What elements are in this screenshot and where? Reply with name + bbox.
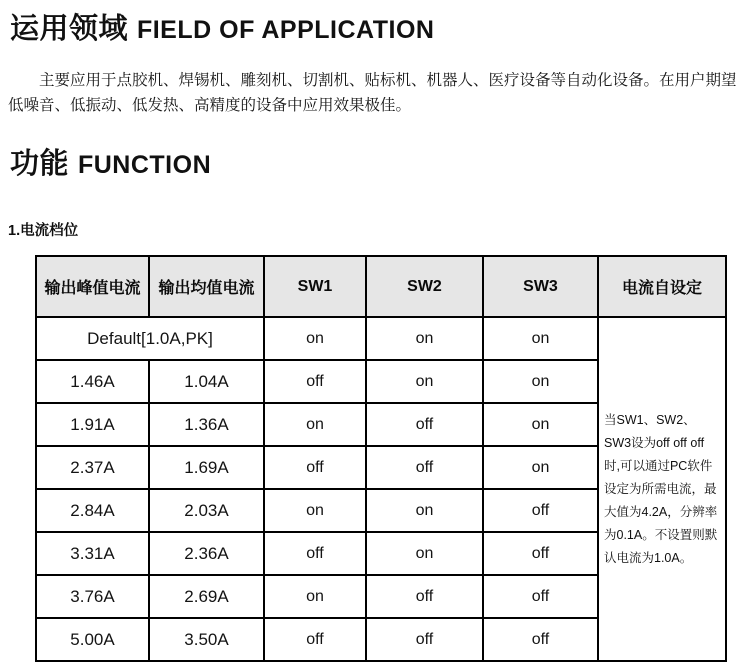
peak-current-value: 5.00A xyxy=(36,618,149,661)
sw3-value: off xyxy=(483,618,598,661)
header-avg-current: 输出均值电流 xyxy=(149,256,264,317)
field-of-application-heading xyxy=(10,6,750,47)
peak-current-value: 1.46A xyxy=(36,360,149,403)
heading2-english: FUNCTION xyxy=(77,151,212,179)
heading1-english: FIELD OF APPLICATION xyxy=(136,16,435,44)
sw1-value: off xyxy=(264,446,366,489)
sw1-value: off xyxy=(264,532,366,575)
avg-current-value: 2.69A xyxy=(149,575,264,618)
header-sw2: SW2 xyxy=(366,256,483,317)
manual-page xyxy=(0,6,750,649)
current-gear-label: 1.电流档位 xyxy=(8,223,79,239)
sw3-value: on xyxy=(483,403,598,446)
heading1-chinese: 运用领域 xyxy=(10,13,129,45)
sw2-value: on xyxy=(366,360,483,403)
avg-current-value: 1.36A xyxy=(149,403,264,446)
sw3-value: on xyxy=(483,317,598,360)
header-current-self-set: 电流自设定 xyxy=(598,256,726,317)
heading2-chinese: 功能 xyxy=(10,148,70,180)
sw2-value: off xyxy=(366,446,483,489)
current-settings-table xyxy=(35,255,727,662)
avg-current-value: 1.04A xyxy=(149,360,264,403)
default-label-cell: Default[1.0A,PK] xyxy=(36,317,264,360)
sw3-value: on xyxy=(483,360,598,403)
sw1-value: on xyxy=(264,489,366,532)
sw1-value: off xyxy=(264,618,366,661)
avg-current-value: 3.50A xyxy=(149,618,264,661)
peak-current-value: 1.91A xyxy=(36,403,149,446)
sw2-value: on xyxy=(366,317,483,360)
sw2-value: on xyxy=(366,532,483,575)
table-header-row xyxy=(36,256,726,317)
application-paragraph: 主要应用于点胶机、焊锡机、雕刻机、切割机、贴标机、机器人、医疗设备等自动化设备。在用户期望低噪音、低振动、低发热、高精度的设备中应用效果极佳。 xyxy=(8,72,737,114)
header-peak-current: 输出峰值电流 xyxy=(36,256,149,317)
peak-current-value: 2.84A xyxy=(36,489,149,532)
table-row-default xyxy=(36,317,726,360)
sw1-value: on xyxy=(264,317,366,360)
avg-current-value: 2.03A xyxy=(149,489,264,532)
sw2-value: off xyxy=(366,575,483,618)
sw2-value: off xyxy=(366,618,483,661)
sw3-value: off xyxy=(483,532,598,575)
sw1-value: on xyxy=(264,575,366,618)
sw2-value: off xyxy=(366,403,483,446)
sw3-value: off xyxy=(483,575,598,618)
header-sw1: SW1 xyxy=(264,256,366,317)
peak-current-value: 3.31A xyxy=(36,532,149,575)
sw2-value: on xyxy=(366,489,483,532)
avg-current-value: 1.69A xyxy=(149,446,264,489)
sw3-value: on xyxy=(483,446,598,489)
function-heading xyxy=(10,141,750,182)
sw1-value: on xyxy=(264,403,366,446)
sw1-value: off xyxy=(264,360,366,403)
peak-current-value: 2.37A xyxy=(36,446,149,489)
avg-current-value: 2.36A xyxy=(149,532,264,575)
sw3-value: off xyxy=(483,489,598,532)
peak-current-value: 3.76A xyxy=(36,575,149,618)
header-sw3: SW3 xyxy=(483,256,598,317)
self-set-note: 当SW1、SW2、SW3设为off off off时,可以通过PC软件设定为所需电流，最大值为4.2A，分辨率为0.1A。不设置则默认电流为1.0A。 xyxy=(598,317,726,661)
